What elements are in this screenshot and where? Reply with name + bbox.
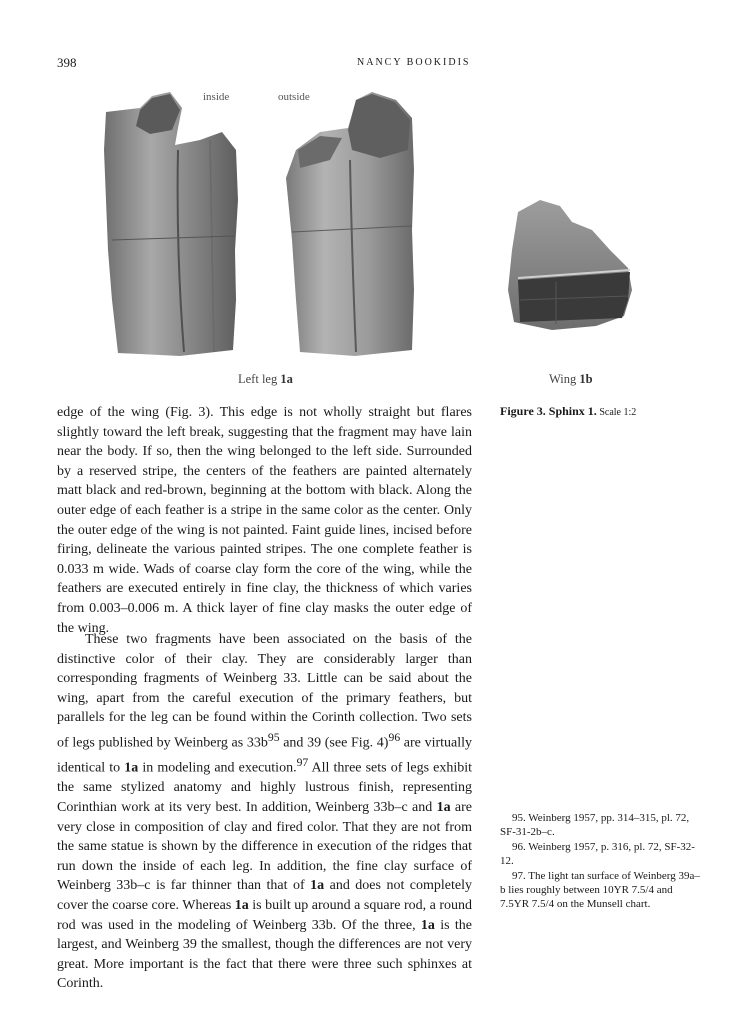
- footnote-95: 95. Weinberg 1957, pp. 314–315, pl. 72, SF-31-2b–c.: [500, 812, 690, 839]
- footnote-ref-95[interactable]: 95: [267, 730, 280, 744]
- footnote-ref-97[interactable]: 97: [296, 756, 309, 770]
- caption-left-leg: Left leg 1a: [238, 372, 293, 386]
- label-outside: outside: [278, 91, 310, 103]
- figure-caption: Figure 3. Sphinx 1. Scale 1:2: [500, 404, 637, 418]
- running-head: NANCY BOOKIDIS: [357, 57, 471, 68]
- footnote-ref-96[interactable]: 96: [388, 730, 401, 744]
- caption-wing: Wing 1b: [549, 372, 593, 386]
- footnote-96: 96. Weinberg 1957, p. 316, pl. 72, SF-32-12.: [500, 840, 695, 868]
- figure-3-photographs: [0, 0, 748, 400]
- body-paragraph-2: These two fragments have been associated on the basis of the distinctive color of their clay. They are considerably larger than corresponding fragments of Weinberg 33. Little can be said about the wing, apart from the careful execution of the primary feathers, but parallels for the leg can be found within the Corinth collection. Two sets of legs published by Weinberg as $33b^{95}$ and 39 (see Fig. 4)$^{96}$ are virtually identical to 1a in modeling and execution.$^{97}$ All three sets of legs exhibit the same stylized anatomy and highly lustrous finish, representing Corinthian work at its very best. In addition, Weinberg 33b–c and 1a are very close in composition of clay and fired color. That they are not from the same statue is shown by the difference in execution of the ridges that run down the inside of each leg. In addition, the fine clay surface of Weinberg 33b–c is far thinner than that of 1a and does not completely cover the coarse core. Whereas 1a is built up around a square rod, a round rod was used in the modeling of Weinberg 33b. Of the three, 1a is the largest, and Weinberg 39 the smallest, though the differences are not very great. More important is the fact that there were three such sphinxes at Corinth.: [57, 632, 473, 992]
- left-leg-outside-photo: [286, 92, 414, 356]
- wing-photo: [508, 200, 632, 330]
- label-inside: inside: [203, 91, 230, 103]
- body-paragraph-1: edge of the wing (Fig. 3). This edge is not wholly straight but flares slightly toward the left break, suggesting that the fragment may have lain near the body. If so, then the wing belonged to the left side. Surrounded by a reserved stripe, the centers of the feathers are painted alternately matt black and red-brown, beginning at the bottom with black. Along the outer edge of each feather is a stripe in the same color as the center. Only the outer edge of the wing is not painted. Faint guide lines, incised before firing, delineate the various painted stripes. The one complete feather is 0.033 m wide. Wads of coarse clay form the core of the wing, while the feathers are executed entirely in fine clay, the thickness of which varies from 0.003–0.006 m. A thick layer of fine clay masks the outer edge of the wing.: [57, 405, 472, 636]
- page-number: 398: [57, 55, 77, 70]
- footnote-97: 97. The light tan surface of Weinberg 39a–b lies roughly between 10YR 7.5/4 and 7.5YR 7.5/4 on the Munsell chart.: [500, 869, 700, 911]
- left-leg-inside-photo: [104, 92, 238, 356]
- footnotes: [500, 811, 700, 912]
